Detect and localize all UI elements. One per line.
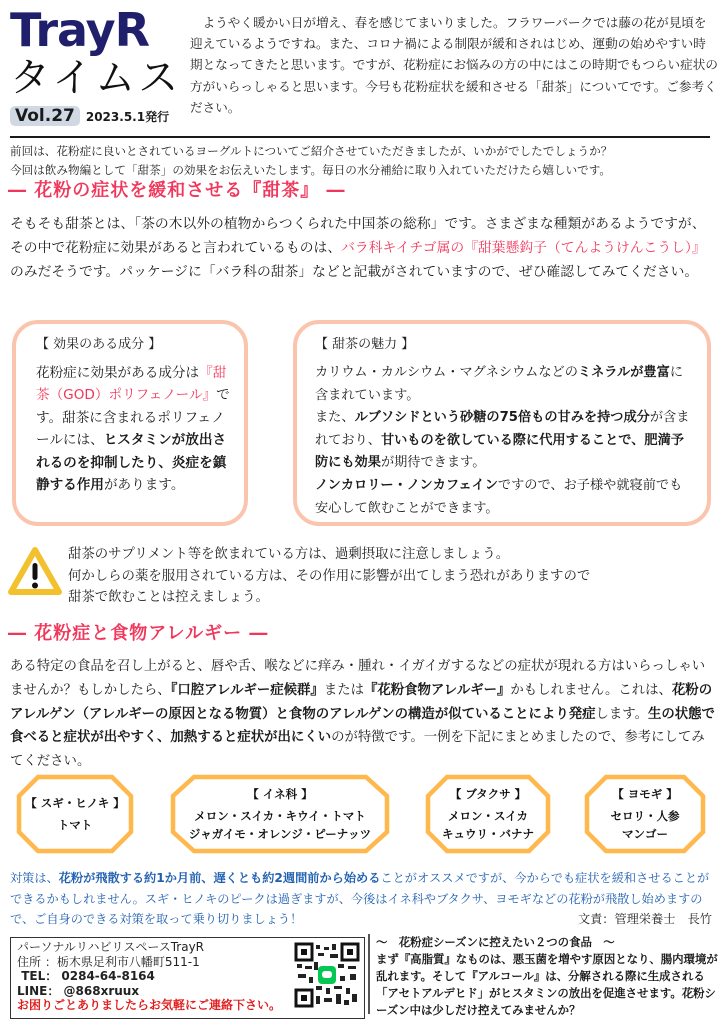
group-food: メロン・スイカ・キウイ・トマト — [194, 809, 366, 823]
allergy-paragraph — [10, 655, 716, 774]
text: ことがオススメですが、今からでも症状を緩和させることができるかもしれません。スギ・ヒノキのピークは過ぎますが、今後はイネ科やブタクサ、ヨモギなどの花粉が飛散し始めますので、ご自身のできる対策を取って乗り切りましょう！ — [10, 871, 710, 927]
warning-line-1: 甜茶のサプリメント等を飲まれている方は、過剰摂取に注意しましょう。 — [68, 547, 510, 562]
appeal-box — [293, 320, 711, 526]
allergy-group-grass — [170, 774, 390, 854]
group-label: 【 スギ・ヒノキ 】 — [25, 796, 125, 810]
tip-title: ～ 花粉症シーズンに控えたい２つの食品 ～ — [376, 935, 615, 949]
tip-accent-bar — [368, 934, 370, 1014]
group-food: キュウリ・バナナ — [442, 827, 534, 841]
prev-note-line-1: 前回は、花粉症に良いとされているヨーグルトについてご紹介させていただきましたが、いかがでしたでしょうか？ — [10, 144, 613, 158]
bold-text: ミネラルが豊富 — [577, 365, 670, 380]
bold-text: ノンカロリー・ノンカフェイン — [315, 477, 498, 493]
intro-paragraph: ようやく暖かい日が増え、春を感じてまいりました。フラワーパークでは藤の花が見頃を迎えているようですね。また、コロナ禍による制限が緩和されはじめ、運動の始めやすい時期となってきたと思います。ですが、花粉症にお悩みの方の中にはこの時期でもつらい症状の方がいらっしゃると思います。今号も花粉症状を緩和させる「甜茶」についてです。ご参考ください。 — [190, 15, 718, 115]
group-label: 【 イネ科 】 — [247, 787, 313, 801]
tencha-intro-paragraph — [10, 212, 716, 284]
text: また、 — [315, 410, 355, 426]
contact-box — [10, 937, 365, 1019]
box-body — [315, 362, 693, 520]
text: が期待できます。 — [380, 455, 486, 471]
bold-text: ヒスタミンが放出されるのを抑制したり、炎症を鎮静する作用 — [36, 432, 227, 494]
tip-body: まず『高脂質』なものは、悪玉菌を増やす原因となり、腸内環境が乱れます。そして『アルコール』は、分解される際に生成される「アセトアルデヒド」がヒスタミンの放出を促進させます。花粉シーズン中は少しだけ控えてみませんか？ — [376, 952, 718, 1017]
issue-date: 2023.5.1発行 — [85, 109, 170, 124]
text: があります。 — [103, 477, 185, 494]
text: に含まれています。 — [315, 365, 683, 403]
group-label: 【 ブタクサ 】 — [449, 787, 527, 801]
box-title: 【 甜茶の魅力 】 — [315, 337, 415, 352]
allergy-group-cedar-cypress — [16, 774, 134, 854]
highlight-text: 『甜茶（GOD）ポリフェノール』 — [36, 365, 227, 404]
text: ですので、お子様や就寝前でも安心して飲むことができます。 — [315, 477, 683, 516]
prev-note-line-2: 今回は飲み物編として「甜茶」の効果をお伝えいたします。毎日の水分補給に取り入れていただけたら嬉しいです。 — [10, 162, 612, 177]
section-title-allergy: ― 花粉症と食物アレルギー ― — [8, 623, 269, 644]
section-title-tencha: ― 花粉の症状を緩和させる『甜茶』 ― — [8, 180, 346, 201]
group-food: ジャガイモ・オレンジ・ピーナッツ — [188, 827, 372, 841]
line-label: LINE： — [17, 983, 60, 998]
volume-badge: Vol.27 — [10, 106, 80, 126]
masthead — [10, 3, 190, 126]
logo-subtitle: タイムス — [10, 55, 182, 101]
text: です。甜茶に含まれるポリフェノールには、 — [36, 387, 230, 449]
issue-row — [10, 106, 190, 126]
text: 花粉症に効果がある成分は — [36, 365, 200, 381]
header-divider — [10, 136, 710, 138]
bold-text: 花粉が飛散する約1か月前、遅くとも約2週間前から始める — [58, 871, 381, 885]
bold-text: 『口腔アレルギー症候群』 — [170, 682, 324, 698]
text: のみだそうです。パッケージに「バラ科の甜茶」などと記載がされていますので、ぜひ確認してみてください。 — [10, 264, 699, 280]
text: カリウム・カルシウム・マグネシウムなどの — [315, 365, 578, 380]
box-title: 【 効果のある成分 】 — [36, 337, 162, 352]
bold-text: 『花粉食物アレルギー』 — [363, 682, 511, 698]
logo-title: TrayR — [10, 3, 150, 57]
text: します。 — [595, 706, 648, 722]
tel-label: TEL： — [21, 969, 58, 984]
group-food: セロリ・人参 — [610, 809, 680, 823]
bold-text: 花粉のアレルゲン（アレルギーの原因となる物質）と食物のアレルゲンの構造が似ていることにより発症 — [10, 682, 713, 722]
text: かもしれません。これは、 — [510, 682, 672, 698]
group-label: 【 ヨモギ 】 — [612, 787, 678, 801]
warning-line-3: 甜茶で飲むことは控えましょう。 — [68, 590, 269, 605]
line-qr-code-icon[interactable] — [294, 942, 360, 1008]
allergy-group-mugwort — [584, 774, 706, 854]
text: そもそも甜茶とは、「茶の木以外の植物からつくられた中国茶の総称」です。さまざまな種類があるようですが、その中で花粉症に効果があると言われているものは、 — [10, 216, 706, 256]
text: ある特定の食品を召し上がると、唇や舌、喉などに痒み・腫れ・イガイガするなどの症状が現れる方はいらっしゃいませんか？もしかしたら、 — [10, 659, 706, 698]
bold-text: ルブソシドという砂糖の75倍もの甘みを持つ成分 — [354, 410, 650, 426]
box-body — [36, 362, 230, 496]
group-food: トマト — [57, 818, 93, 832]
warning-triangle-icon — [8, 546, 62, 596]
text: 対策は、 — [10, 871, 59, 885]
bold-text: 生の状態で食べると症状が出やすく、加熱すると症状が出にくい — [10, 706, 715, 746]
warning-line-2: 何かしらの薬を服用されている方は、その作用に影響が出てしまう恐れがありますので — [68, 568, 591, 584]
bold-text: 甘いものを欲している際に代用することで、肥満予防にも効果 — [315, 432, 684, 471]
group-food: メロン・スイカ — [448, 809, 528, 823]
highlight-text: バラ科キイチゴ属の『甜葉懸鈎子（てんようけんこうし）』 — [341, 240, 706, 256]
business-name: パーソナルリハビリスペースTrayR — [17, 940, 205, 954]
address-label: 住所 ： — [17, 954, 57, 969]
contact-cta: お困りごとありましたらお気軽にご連絡下さい。 — [17, 998, 282, 1013]
foods-to-avoid-tip — [376, 934, 720, 1019]
line-id[interactable]: @868xruux — [63, 983, 140, 998]
ingredients-box — [12, 320, 248, 526]
author-credit: 文責：管理栄養士 長竹 — [577, 912, 712, 926]
text: のが特徴です。一例を下記にまとめましたので、参考にしてみてください。 — [10, 730, 705, 770]
previous-issue-note — [10, 142, 716, 179]
tel-value[interactable]: 0284-64-8164 — [61, 969, 155, 984]
address-value: 栃木県足利市八幡町511-1 — [56, 954, 200, 969]
text: または — [323, 682, 364, 698]
text: が含まれており、 — [315, 410, 690, 448]
group-food: マンゴー — [622, 827, 668, 841]
allergy-group-ragweed — [425, 774, 551, 854]
warning-text — [68, 544, 718, 609]
